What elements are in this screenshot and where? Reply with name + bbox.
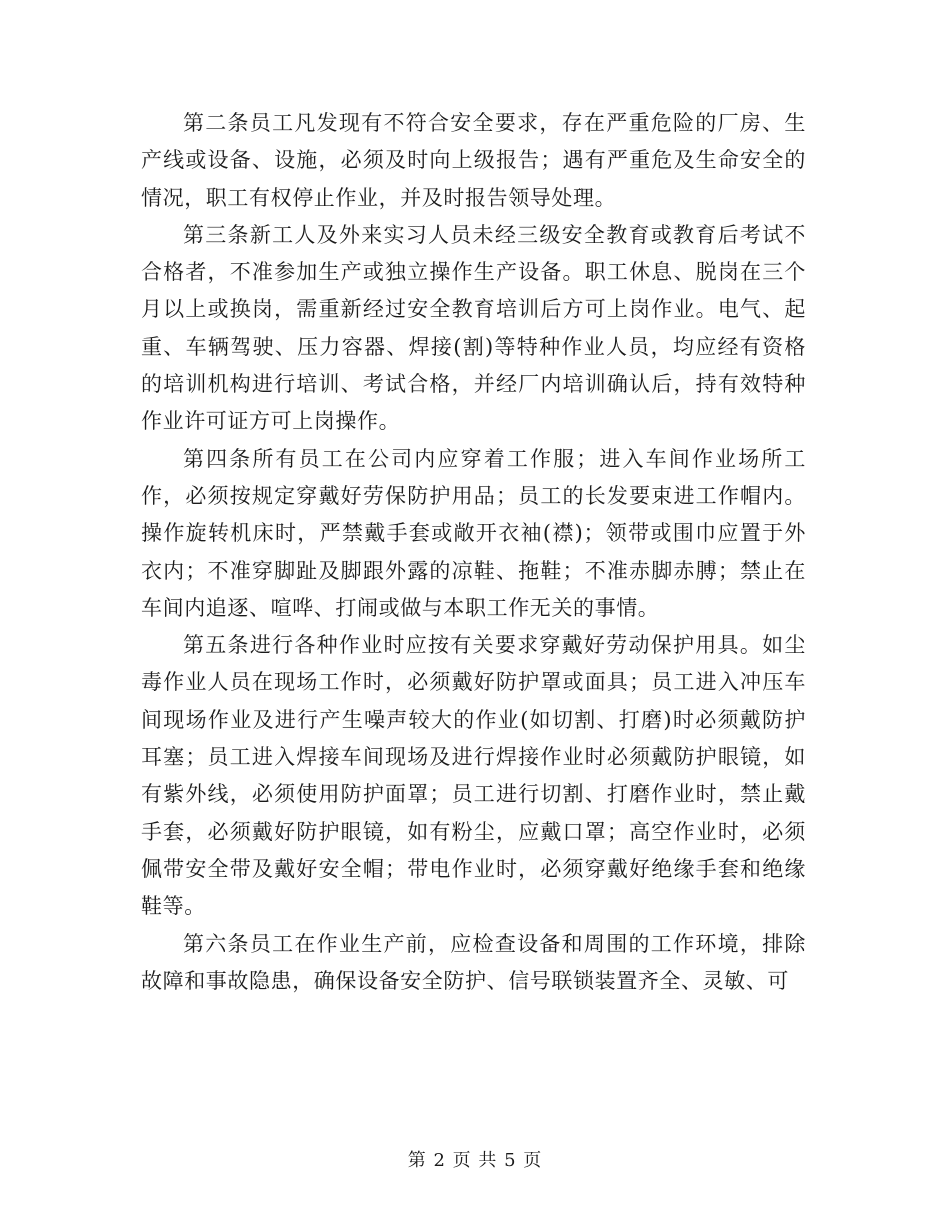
page-number-footer: 第 2 页 共 5 页 bbox=[407, 1150, 543, 1171]
paragraph-article-6: 第六条员工在作业生产前，应检查设备和周围的工作环境，排除故障和事故隐患，确保设备安全防护、信号联锁装置齐全、灵敏、可 bbox=[141, 931, 806, 993]
document-body bbox=[141, 105, 806, 1000]
paragraph-article-4: 第四条所有员工在公司内应穿着工作服；进入车间作业场所工作，必须按规定穿戴好劳保防护用品；员工的长发要束进工作帽内。操作旋转机床时，严禁戴手套或敞开衣袖(襟)；领带或围巾应置于外衣内；不准穿脚趾及脚跟外露的凉鞋、拖鞋；不准赤脚赤膊；禁止在车间内追逐、喧哗、打闹或做与本职工作无关的事情。 bbox=[141, 446, 806, 620]
paragraph-article-3: 第三条新工人及外来实习人员未经三级安全教育或教育后考试不合格者，不准参加生产或独立操作生产设备。职工休息、脱岗在三个月以上或换岗，需重新经过安全教育培训后方可上岗作业。电气、起重、车辆驾驶、压力容器、焊接(割)等特种作业人员，均应经有资格的培训机构进行培训、考试合格，并经厂内培训确认后，持有效特种作业许可证方可上岗操作。 bbox=[141, 222, 806, 434]
paragraph-article-2: 第二条员工凡发现有不符合安全要求，存在严重危险的厂房、生产线或设备、设施，必须及时向上级报告；遇有严重危及生命安全的情况，职工有权停止作业，并及时报告领导处理。 bbox=[141, 111, 806, 210]
paragraph-article-5: 第五条进行各种作业时应按有关要求穿戴好劳动保护用具。如尘毒作业人员在现场工作时，必须戴好防护罩或面具；员工进入冲压车间现场作业及进行产生噪声较大的作业(如切割、打磨)时必须戴防护耳塞；员工进入焊接车间现场及进行焊接作业时必须戴防护眼镜，如有紫外线，必须使用防护面罩；员工进行切割、打磨作业时，禁止戴手套，必须戴好防护眼镜，如有粉尘，应戴口罩；高空作业时，必须佩带安全带及戴好安全帽；带电作业时，必须穿戴好绝缘手套和绝缘鞋等。 bbox=[141, 633, 806, 919]
